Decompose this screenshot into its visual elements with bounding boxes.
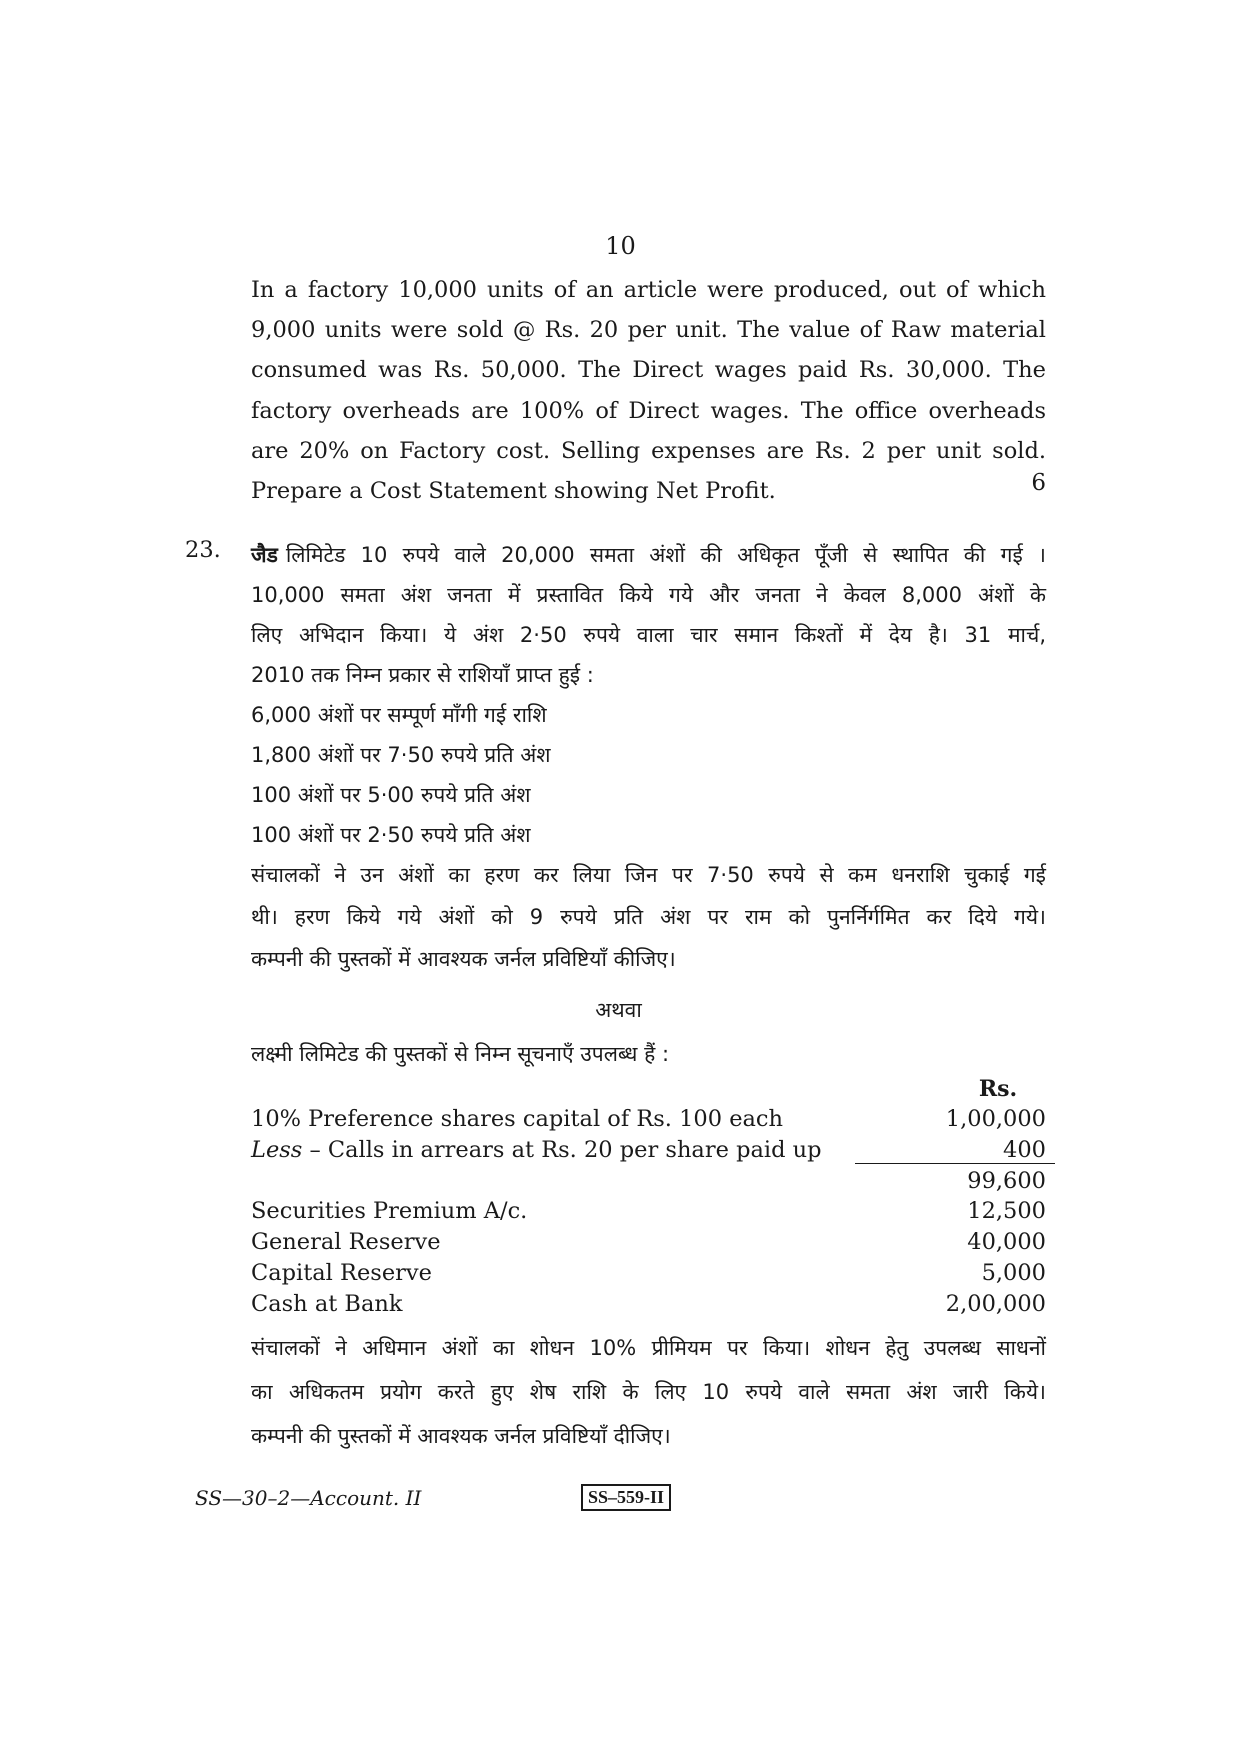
table-row-value: 2,00,000 [945,1291,1046,1317]
footer-paper-code: SS—30–2—Account. II [195,1486,422,1510]
less-word: Less [251,1137,303,1163]
q23-line-3: लिए अभिदान किया। ये अंश 2·50 रुपये वाला चार समान किश्तों में देय है। 31 मार्च, [251,623,1046,647]
table-row-value: 12,500 [967,1198,1046,1224]
final-line-1: संचालकों ने अधिमान अंशों का शोधन 10% प्रीमियम पर किया। शोधन हेतु उपलब्ध साधनों [251,1336,1046,1360]
subtotal-rule [855,1163,1055,1164]
pref-capital-label: 10% Preference shares capital of Rs. 100 each [251,1106,784,1132]
net-pref-capital-value: 99,600 [967,1168,1046,1194]
calls-in-arrears-text: – Calls in arrears at Rs. 20 per share paid up [302,1137,822,1163]
table-row-value: 40,000 [967,1229,1046,1255]
table-row-label: Capital Reserve [251,1260,432,1286]
q23-item-4: 100 अंशों पर 2·50 रुपये प्रति अंश [251,823,531,847]
table-row-value: 5,000 [981,1260,1046,1286]
or-separator: अथवा [595,998,642,1022]
pref-capital-value: 1,00,000 [945,1106,1046,1132]
final-line-3: कम्पनी की पुस्तकों में आवश्यक जर्नल प्रविष्टियाँ दीजिए। [251,1424,671,1448]
rs-column-header: Rs. [978,1076,1018,1102]
table-row-label: Cash at Bank [251,1291,403,1317]
table-row-label: General Reserve [251,1229,441,1255]
q23-line-1 [251,541,1046,569]
q23-line-1-rest: लिमिटेड 10 रुपये वाले 20,000 समता अंशों की अधिकृत पूँजी से स्थापित की गई । [285,543,1046,567]
company-name: जैड [251,543,278,567]
q23-item-2: 1,800 अंशों पर 7·50 रुपये प्रति अंश [251,743,551,767]
q23-alt-intro: लक्ष्मी लिमिटेड की पुस्तकों से निम्न सूचनाएँ उपलब्ध हैं : [251,1042,670,1066]
question-22-marks: 6 [1031,470,1046,496]
footer-series-code: SS–559-II [581,1484,671,1511]
page-number: 10 [605,232,636,260]
q23-para-line-1: संचालकों ने उन अंशों का हरण कर लिया जिन पर 7·50 रुपये से कम धनराशि चुकाई गई [251,863,1046,887]
calls-in-arrears-value: 400 [1003,1137,1046,1163]
q23-item-1: 6,000 अंशों पर सम्पूर्ण माँगी गई राशि [251,703,547,727]
final-line-2: का अधिकतम प्रयोग करते हुए शेष राशि के लिए 10 रुपये वाले समता अंश जारी किये। [251,1380,1046,1404]
question-22-text: In a factory 10,000 units of an article were produced, out of which 9,000 units were sold @ Rs. 20 per unit. The value of Raw material consumed was Rs. 50,000. The Direct wages paid Rs. 30,000. The factory overheads are 100% of Direct wages. The office overheads are 20% on Factory cost. Selling expenses are Rs. 2 per unit sold. Prepare a Cost Statement showing Net Profit. [251,277,1046,505]
question-23-number: 23. [185,537,221,563]
q23-para-line-2: थी। हरण किये गये अंशों को 9 रुपये प्रति अंश पर राम को पुनर्निर्गमित कर दिये गये। [251,905,1046,929]
q23-line-4: 2010 तक निम्न प्रकार से राशियाँ प्राप्त हुई : [251,663,594,687]
calls-in-arrears-label [251,1137,822,1163]
q23-item-3: 100 अंशों पर 5·00 रुपये प्रति अंश [251,783,531,807]
q23-para-line-3: कम्पनी की पुस्तकों में आवश्यक जर्नल प्रविष्टियाँ कीजिए। [251,947,676,971]
q23-line-2: 10,000 समता अंश जनता में प्रस्तावित किये गये और जनता ने केवल 8,000 अंशों के [251,583,1046,607]
table-row-label: Securities Premium A/c. [251,1198,528,1224]
